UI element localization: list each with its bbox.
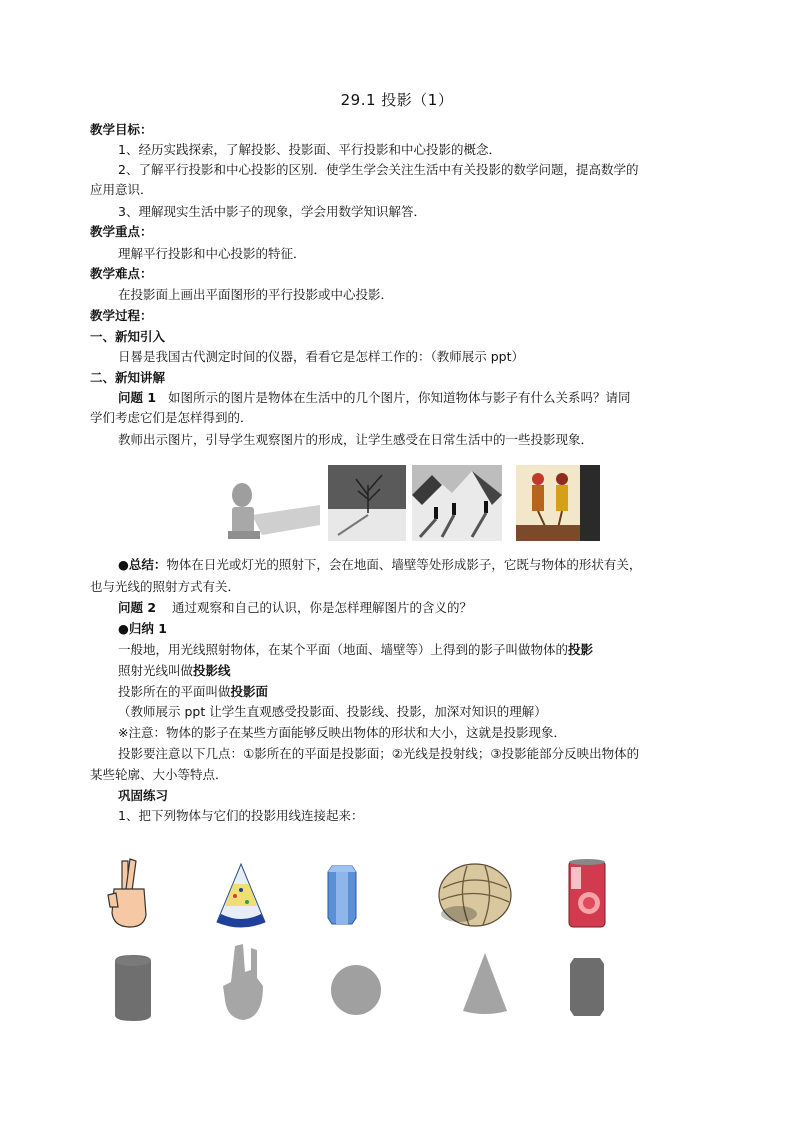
- summary-label: ●总结：: [118, 557, 167, 572]
- definition-projection-plane-text: 投影所在的平面叫做: [118, 684, 231, 699]
- teacher-text: 教师出示图片，引导学生观察图片的形成，让学生感受在日常生活中的一些投影现象．: [118, 432, 594, 447]
- objective-3: 3、理解现实生活中影子的现象，学会用数学知识解答．: [118, 204, 426, 219]
- definition-projection-text: 一般地，用光线照射物体，在某个平面（地面、墙壁等）上得到的影子叫做物体的: [118, 642, 569, 657]
- exercise-1: 1、把下列物体与它们的投影用线连接起来：: [118, 808, 364, 823]
- skiers-photo: [412, 465, 502, 541]
- definition-projection-line-text: 照射光线叫做: [118, 663, 194, 678]
- practice-heading: 巩固练习: [118, 788, 169, 803]
- difficulty-heading: 教学难点：: [90, 266, 153, 281]
- definition-projection-plane: [118, 683, 268, 701]
- question-1-label: 问题 1: [118, 390, 157, 405]
- key-heading: 教学重点：: [90, 224, 153, 239]
- question-2: [118, 599, 472, 617]
- hexagonal-prism-icon: [326, 862, 358, 926]
- term-projection-line: 投影线: [193, 663, 231, 678]
- triangle-shadow-icon: [461, 951, 509, 1017]
- term-projection: 投影: [568, 642, 594, 657]
- summary-text: 物体在日光或灯光的照射下，会在地面、墙壁等处形成影子，它既与物体的形状有关，: [166, 557, 642, 572]
- points: 投影要注意以下几点：①影所在的平面是投影面；②光线是投射线；③投影能部分反映出物体的: [118, 746, 640, 761]
- term-projection-plane: 投影面: [230, 684, 269, 699]
- key-point: 理解平行投影和中心投影的特征．: [118, 246, 306, 261]
- question-2-label: 问题 2: [118, 600, 157, 615]
- party-hat-cone-icon: [213, 862, 269, 930]
- statue-shadow-photo: [222, 465, 320, 541]
- question-1: [118, 389, 631, 407]
- induction-label: ●归纳 1: [118, 621, 167, 636]
- crossed-fingers-hand-icon: [104, 855, 154, 929]
- points-cont: 某些轮廓、大小等特点．: [90, 767, 228, 782]
- juice-can-icon: [567, 857, 607, 931]
- circle-shadow-icon: [330, 964, 382, 1016]
- definition-projection: [118, 641, 593, 659]
- volleyball-icon: [437, 862, 513, 928]
- difficulty-text: 在投影面上画出平面图形的平行投影或中心投影．: [118, 287, 394, 302]
- summary: [118, 556, 641, 574]
- hexagon-prism-shadow-icon: [568, 956, 606, 1018]
- question-1-cont: 学们考虑它们是怎样得到的．: [90, 410, 253, 425]
- tree-snow-photo: [328, 465, 406, 541]
- objective-1: 1、经历实践探索，了解投影、投影面、平行投影和中心投影的概念．: [118, 142, 501, 157]
- definition-projection-line: [118, 662, 231, 680]
- process-heading: 教学过程：: [90, 308, 153, 323]
- summary-cont: 也与光线的照射方式有关．: [90, 579, 241, 594]
- ppt-note: （教师展示 ppt 让学生直观感受投影面、投影线、投影，加深对知识的理解）: [118, 704, 547, 719]
- question-1-text: 如图所示的图片是物体在生活中的几个图片，你知道物体与影子有什么关系吗？请同: [167, 390, 631, 405]
- hand-shadow-icon: [221, 942, 265, 1022]
- section1-heading: 一、新知引入: [90, 329, 166, 344]
- shadow-puppet-photo: [516, 465, 600, 541]
- question-2-text: 通过观察和自己的认识，你是怎样理解图片的含义的？: [171, 600, 472, 615]
- page-title: 29.1 投影（1）: [340, 91, 454, 109]
- objectives-heading: 教学目标：: [90, 122, 153, 137]
- objective-2: 2、了解平行投影和中心投影的区别．使学生学会关注生活中有关投影的数学问题，提高数学的: [118, 162, 639, 177]
- section1-text: 日晷是我国古代测定时间的仪器，看看它是怎样工作的：（教师展示 ppt）: [118, 349, 524, 364]
- cylinder-shadow-icon: [113, 953, 153, 1023]
- note: ※注意：物体的影子在某些方面能够反映出物体的形状和大小，这就是投影现象．: [118, 725, 566, 740]
- objective-2-cont: 应用意识．: [90, 182, 153, 197]
- section2-heading: 二、新知讲解: [90, 370, 166, 385]
